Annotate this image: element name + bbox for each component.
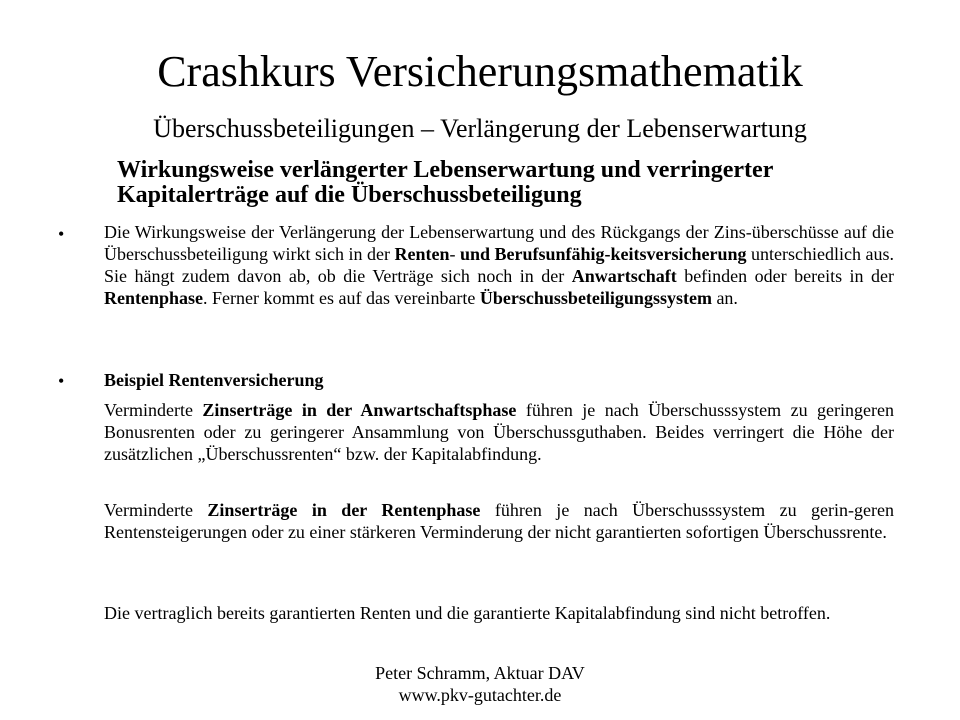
para1-bold: Zinserträge in der Anwartschaftsphase bbox=[202, 400, 517, 420]
para2-text-1: Verminderte bbox=[104, 500, 208, 520]
intro-text-2: - bbox=[449, 244, 460, 264]
bullet-icon: • bbox=[58, 371, 65, 391]
intro-bold-rentenphase: Rentenphase bbox=[104, 288, 204, 308]
paragraph-rentenphase bbox=[104, 499, 894, 543]
paragraph-anwartschaftsphase bbox=[104, 399, 894, 465]
intro-bold-bu: und Berufsunfähig-keitsversicherung bbox=[459, 244, 747, 264]
slide-title: Crashkurs Versicherungsmathematik bbox=[157, 47, 803, 96]
footer-website: www.pkv-gutachter.de bbox=[398, 685, 562, 705]
intro-paragraph bbox=[104, 221, 894, 309]
footer-author: Peter Schramm, Aktuar DAV bbox=[375, 663, 585, 683]
example-heading: Beispiel Rentenversicherung bbox=[104, 370, 324, 390]
bullet-icon: • bbox=[58, 224, 65, 244]
section-heading-line-1: Wirkungsweise verlängerter Lebenserwartung und verringerter bbox=[117, 157, 774, 183]
intro-text-3: unterschiedlich aus. Sie hängt zudem davon ab, ob die Verträge sich noch in der bbox=[104, 244, 894, 286]
para1-text-1: Verminderte bbox=[104, 400, 203, 420]
intro-text-4: befinden oder bereits in der bbox=[676, 266, 895, 286]
section-heading-line-2: Kapitalerträge auf die Überschussbeteiligung bbox=[117, 182, 582, 208]
slide-subtitle: Überschussbeteiligungen – Verlängerung der Lebenserwartung bbox=[153, 114, 807, 143]
intro-text-1: Die Wirkungsweise der Verlängerung der Lebenserwartung und des Rückgangs der Zins-überschüsse auf die Überschussbeteiligung wirkt sich in der bbox=[104, 222, 894, 264]
intro-bold-system: Überschussbeteiligungssystem bbox=[479, 288, 712, 308]
intro-text-6: an. bbox=[711, 288, 738, 308]
intro-text-5: . Ferner kommt es auf das vereinbarte bbox=[203, 288, 480, 308]
footer bbox=[0, 662, 960, 706]
intro-bold-renten: Renten bbox=[394, 244, 450, 264]
para2-bold: Zinserträge in der Rentenphase bbox=[207, 500, 481, 520]
intro-bold-anwartschaft: Anwartschaft bbox=[571, 266, 677, 286]
paragraph-garantiert: Die vertraglich bereits garantierten Renten und die garantierte Kapitalabfindung sind nicht betroffen. bbox=[104, 603, 831, 623]
para2-text-2: führen je nach Überschusssystem zu gerin-geren Rentensteigerungen oder zu einer stärkeren Verminderung der nicht garantierten sofortigen Überschussrente. bbox=[104, 500, 895, 542]
section-heading bbox=[117, 158, 877, 208]
para1-text-2: führen je nach Überschusssystem zu geringeren Bonusrenten oder zu geringerer Ansammlung von Überschussguthaben. Beides verringert die Höhe der zusätzlichen „Überschussrenten“ bzw. der Kapitalabfindung. bbox=[104, 400, 894, 464]
